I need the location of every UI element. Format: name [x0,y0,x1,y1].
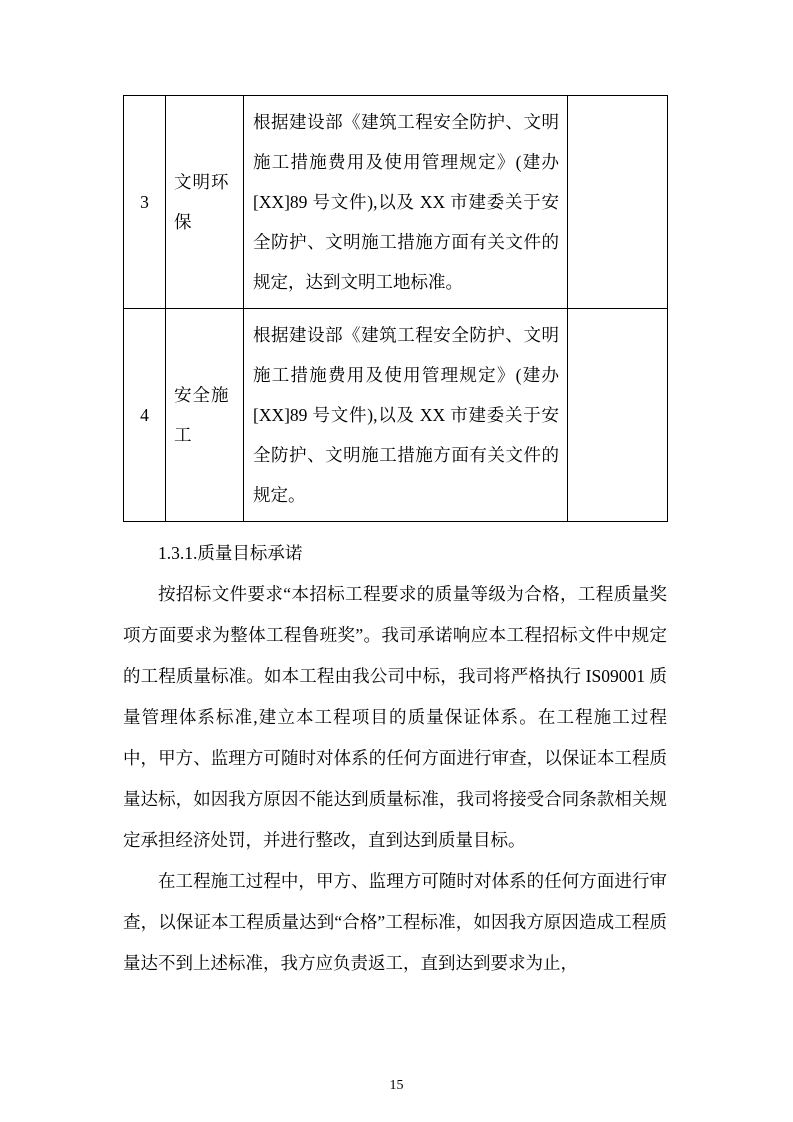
content-cell: 根据建设部《建筑工程安全防护、文明施工措施费用及使用管理规定》(建办[XX]89 号文件),以及 XX 市建委关于安全防护、文明施工措施方面有关文件的规定，达到文明工地标准。 [244,96,568,309]
table-row [124,309,668,522]
remark-cell [568,96,668,309]
section-heading: 1.3.1.质量目标承诺 [158,543,303,563]
page-number: 15 [389,1078,404,1093]
category-cell: 文明环保 [166,96,244,309]
content-table [123,95,668,522]
row-number-cell: 4 [124,309,166,522]
row-number-cell: 3 [124,96,166,309]
content-cell: 根据建设部《建筑工程安全防护、文明施工措施费用及使用管理规定》(建办[XX]89 号文件),以及 XX 市建委关于安全防护、文明施工措施方面有关文件的规定。 [244,309,568,522]
remark-cell [568,309,668,522]
paragraph: 在工程施工过程中，甲方、监理方可随时对体系的任何方面进行审查，以保证本工程质量达到“合格”工程标准，如因我方原因造成工程质量达不到上述标准，我方应负责返工，直到达到要求为止， [123,871,667,973]
category-cell: 安全施工 [166,309,244,522]
paragraph: 按招标文件要求“本招标工程要求的质量等级为合格，工程质量奖项方面要求为整体工程鲁班奖”。我司承诺响应本工程招标文件中规定的工程质量标准。如本工程由我公司中标，我司将严格执行 IS09001 质量管理体系标准,建立本工程项目的质量保证体系。在工程施工过程中，甲方、监理方可随时对体系的任何方面进行审查，以保证本工程质量达标，如因我方原因不能达到质量标准，我司将接受合同条款相关规定承担经济处罚，并进行整改，直到达到质量目标。 [123,584,667,850]
table-row [124,96,668,309]
document-content [123,95,667,984]
section-quality-commitment [123,533,667,984]
